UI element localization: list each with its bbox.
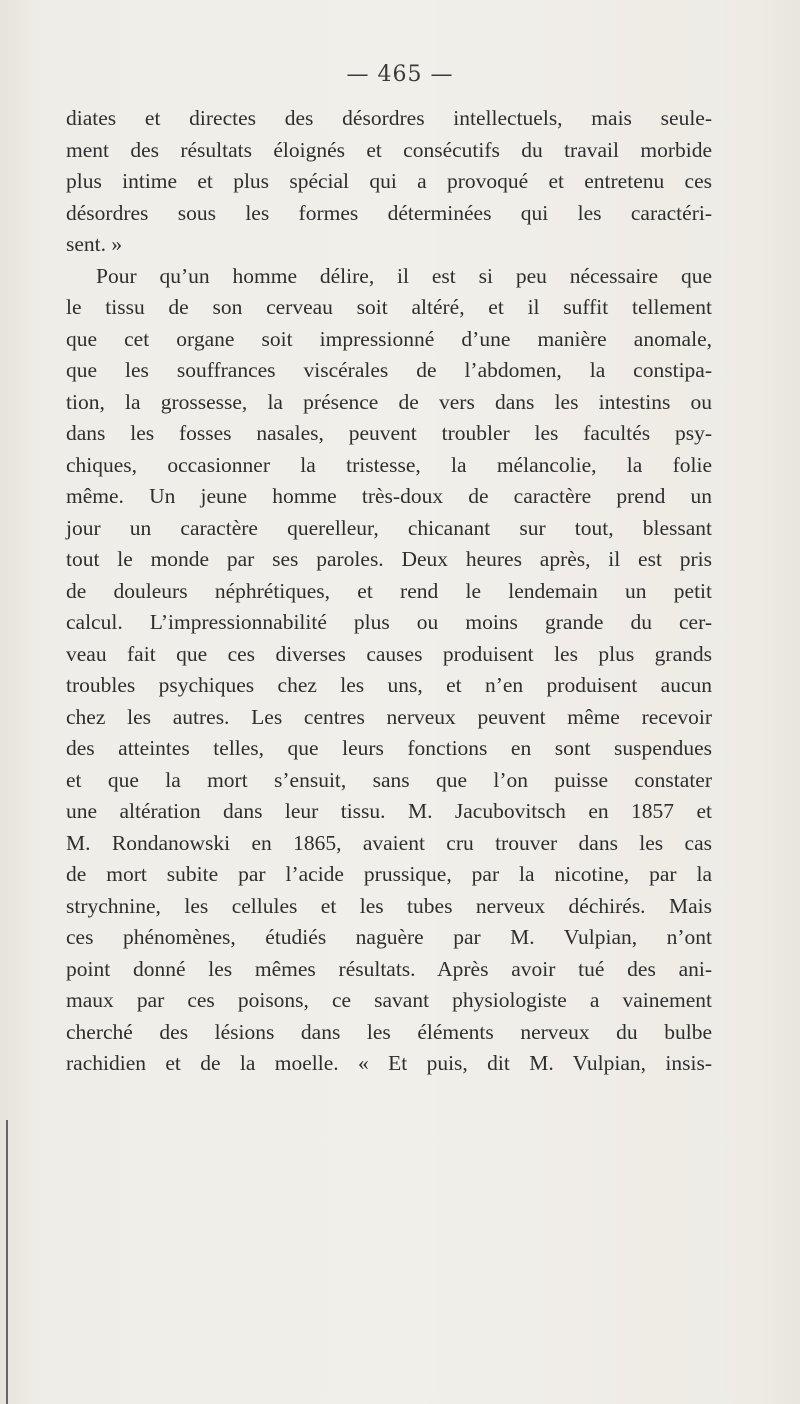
text-line: des atteintes telles, que leurs fonctions en sont suspendues xyxy=(66,736,712,760)
text-line: M. Rondanowski en 1865, avaient cru trouver dans les cas xyxy=(66,830,712,855)
text-line: chez les autres. Les centres nerveux peuvent même recevoir xyxy=(66,704,712,729)
body-text xyxy=(66,103,712,1080)
text-line: le tissu de son cerveau soit altéré, et il suffit tellement xyxy=(66,295,712,319)
page-edge-mark xyxy=(6,1120,8,1404)
text-line: chiques, occasionner la tristesse, la mélancolie, la folie xyxy=(66,452,712,477)
text-line: que cet organe soit impressionné d’une manière anomale, xyxy=(66,326,712,351)
text-line: une altération dans leur tissu. M. Jacubovitsch en 1857 et xyxy=(66,799,712,823)
text-line: point donné les mêmes résultats. Après avoir tué des ani- xyxy=(66,956,712,981)
text-line: ces phénomènes, étudiés naguère par M. Vulpian, n’ont xyxy=(66,925,712,949)
text-line: tout le monde par ses paroles. Deux heures après, il est pris xyxy=(66,547,712,571)
text-line: rachidien et de la moelle. « Et puis, dit M. Vulpian, insis- xyxy=(66,1051,712,1075)
text-line: maux par ces poisons, ce savant physiologiste a vainement xyxy=(66,988,712,1012)
page-number-header: — 465 — xyxy=(346,62,454,87)
text-line: diates et directes des désordres intellectuels, mais seule- xyxy=(66,106,712,130)
text-line: Pour qu’un homme délire, il est si peu nécessaire que xyxy=(96,263,712,288)
text-line: tion, la grossesse, la présence de vers dans les intestins ou xyxy=(66,389,712,414)
text-line: cherché des lésions dans les éléments nerveux du bulbe xyxy=(66,1019,712,1044)
text-line: calcul. L’impressionnabilité plus ou moins grande du cer- xyxy=(66,610,712,634)
text-line: strychnine, les cellules et les tubes nerveux déchirés. Mais xyxy=(66,893,712,918)
text-line: dans les fosses nasales, peuvent troubler les facultés psy- xyxy=(66,421,712,445)
text-line: veau fait que ces diverses causes produisent les plus grands xyxy=(66,641,712,666)
text-line: et que la mort s’ensuit, sans que l’on puisse constater xyxy=(66,767,712,792)
text-line: jour un caractère querelleur, chicanant sur tout, blessant xyxy=(66,515,712,540)
text-line: de mort subite par l’acide prussique, par la nicotine, par la xyxy=(66,862,712,886)
text-line: de douleurs néphrétiques, et rend le lendemain un petit xyxy=(66,578,712,603)
text-line: ment des résultats éloignés et consécutifs du travail morbide xyxy=(66,137,712,162)
text-line: plus intime et plus spécial qui a provoqué et entretenu ces xyxy=(66,169,712,193)
text-line: sent. » xyxy=(66,232,123,256)
text-line: désordres sous les formes déterminées qui les caractéri- xyxy=(66,200,712,225)
text-line: que les souffrances viscérales de l’abdomen, la constipa- xyxy=(66,358,712,382)
text-line: troubles psychiques chez les uns, et n’en produisent aucun xyxy=(66,673,712,697)
text-line: même. Un jeune homme très-doux de caractère prend un xyxy=(66,484,712,508)
